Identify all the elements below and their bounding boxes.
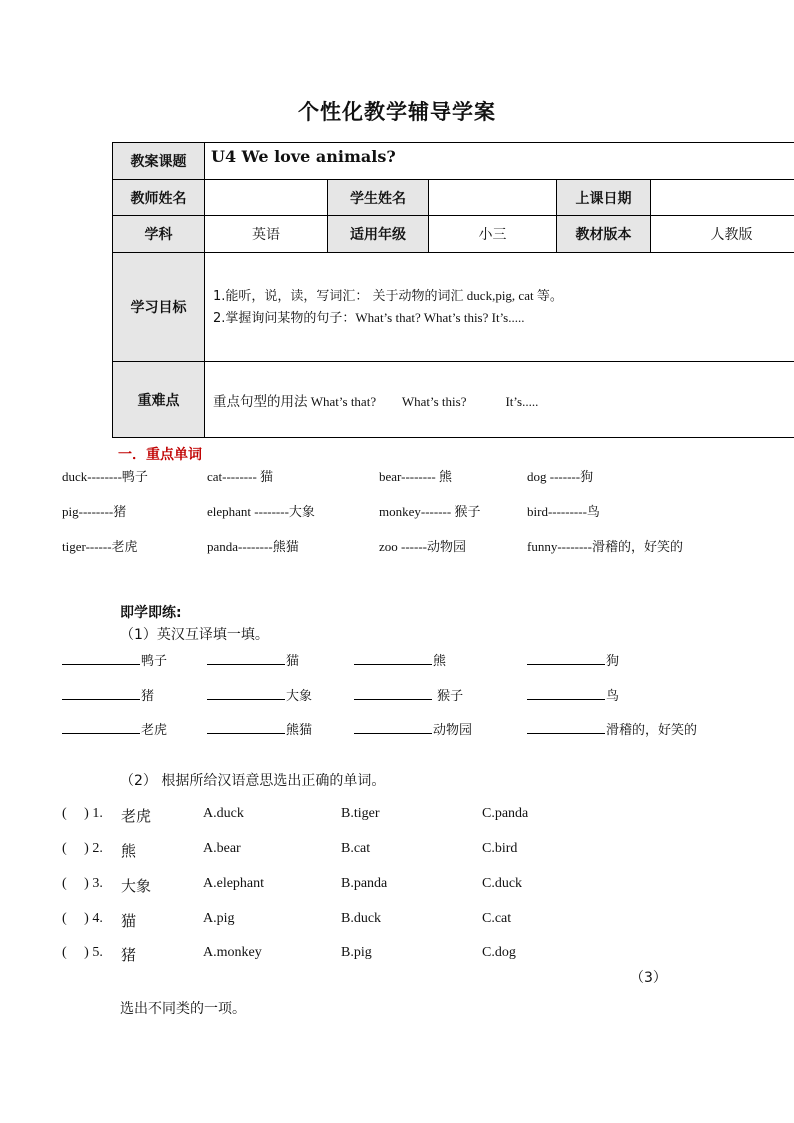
date-cell[interactable] bbox=[651, 180, 794, 216]
topic-label: 教案课题 bbox=[113, 143, 205, 180]
vocab-item bbox=[379, 466, 452, 485]
vocab-english: duck-------- bbox=[62, 469, 122, 484]
lesson-info-table bbox=[112, 142, 794, 438]
vocab-chinese: 鸟 bbox=[586, 505, 600, 520]
part3-number: （3） bbox=[630, 970, 667, 986]
blank-chinese-word: 猪 bbox=[141, 689, 155, 704]
section1-heading: 一．重点单词 bbox=[118, 447, 202, 463]
question-prompt: 猪 bbox=[121, 946, 137, 964]
question-number[interactable]: ( ) 3. bbox=[62, 876, 103, 891]
vocab-english: zoo ------ bbox=[379, 539, 427, 554]
translation-blank-item bbox=[207, 719, 312, 738]
translation-blank-item bbox=[354, 719, 472, 738]
answer-option[interactable]: A.monkey bbox=[203, 945, 262, 960]
student-label: 学生姓名 bbox=[328, 180, 429, 216]
blank-chinese-word: 大象 bbox=[286, 689, 313, 704]
vocab-item bbox=[379, 501, 480, 520]
vocab-english: bear-------- bbox=[379, 469, 439, 484]
vocab-chinese: 大象 bbox=[288, 505, 315, 520]
translation-blank-item bbox=[527, 719, 697, 738]
vocab-item bbox=[62, 466, 148, 485]
teacher-name-cell[interactable] bbox=[205, 180, 328, 216]
answer-blank[interactable] bbox=[527, 685, 605, 700]
answer-blank[interactable] bbox=[354, 719, 432, 734]
blank-chinese-word: 老虎 bbox=[141, 723, 168, 738]
vocab-english: cat-------- bbox=[207, 469, 261, 484]
goal-line2-zh: 2.掌握询问某物的句子： bbox=[213, 311, 356, 326]
translation-blank-item bbox=[354, 685, 463, 704]
answer-blank[interactable] bbox=[62, 719, 140, 734]
answer-option[interactable]: B.duck bbox=[341, 911, 382, 926]
question-prompt: 大象 bbox=[121, 877, 152, 895]
edition-label: 教材版本 bbox=[557, 216, 651, 253]
answer-blank[interactable] bbox=[207, 685, 285, 700]
vocab-chinese: 鸭子 bbox=[121, 470, 148, 485]
answer-blank[interactable] bbox=[527, 719, 605, 734]
vocab-item bbox=[62, 536, 138, 555]
blank-chinese-word: 滑稽的，好笑的 bbox=[606, 723, 698, 738]
goal-line2-en: What’s that? What’s this? It’s..... bbox=[355, 310, 525, 325]
answer-option[interactable]: C.duck bbox=[482, 876, 523, 891]
vocab-item bbox=[207, 536, 299, 555]
grade-label: 适用年级 bbox=[328, 216, 429, 253]
edition-value: 人教版 bbox=[651, 216, 794, 253]
vocab-item bbox=[62, 501, 126, 520]
vocab-item bbox=[207, 501, 315, 520]
key-label: 重难点 bbox=[113, 362, 205, 438]
translation-blank-item bbox=[62, 650, 167, 669]
vocab-item bbox=[207, 466, 273, 485]
goal-line1-end: 等。 bbox=[536, 289, 563, 304]
answer-blank[interactable] bbox=[207, 650, 285, 665]
topic-value: U4 We love animals? bbox=[205, 143, 794, 180]
vocab-english: pig-------- bbox=[62, 504, 114, 519]
goal-label: 学习目标 bbox=[113, 253, 205, 362]
question-prompt: 老虎 bbox=[121, 807, 152, 825]
question-number[interactable]: ( ) 1. bbox=[62, 806, 103, 821]
question-number[interactable]: ( ) 4. bbox=[62, 911, 103, 926]
answer-option[interactable]: A.elephant bbox=[203, 876, 265, 891]
part3-title: 选出不同类的一项。 bbox=[120, 1001, 246, 1017]
vocab-chinese: 猴子 bbox=[454, 505, 481, 520]
part2-title: （2） 根据所给汉语意思选出正确的单词。 bbox=[120, 773, 386, 789]
question-number[interactable]: ( ) 5. bbox=[62, 945, 103, 960]
subject-value: 英语 bbox=[205, 216, 328, 253]
vocab-english: dog ------- bbox=[527, 469, 581, 484]
vocab-item bbox=[527, 466, 593, 485]
question-number[interactable]: ( ) 2. bbox=[62, 841, 103, 856]
answer-option[interactable]: C.bird bbox=[482, 841, 518, 856]
answer-blank[interactable] bbox=[62, 650, 140, 665]
question-prompt: 猫 bbox=[121, 912, 137, 930]
vocab-english: tiger------ bbox=[62, 539, 112, 554]
answer-blank[interactable] bbox=[62, 685, 140, 700]
vocab-chinese: 熊猫 bbox=[272, 540, 299, 555]
goal-text bbox=[205, 253, 794, 362]
date-label: 上课日期 bbox=[557, 180, 651, 216]
answer-blank[interactable] bbox=[354, 685, 432, 700]
key-text bbox=[205, 362, 794, 438]
key-zh: 重点句型的用法 bbox=[213, 393, 308, 410]
vocab-chinese: 动物园 bbox=[427, 540, 467, 555]
question-prompt: 熊 bbox=[121, 842, 137, 860]
page-title: 个性化教学辅导学案 bbox=[298, 100, 496, 124]
blank-chinese-word: 狗 bbox=[606, 654, 620, 669]
vocab-item bbox=[527, 501, 600, 520]
subject-label: 学科 bbox=[113, 216, 205, 253]
answer-blank[interactable] bbox=[527, 650, 605, 665]
vocab-chinese: 狗 bbox=[580, 470, 594, 485]
translation-blank-item bbox=[62, 685, 154, 704]
blank-chinese-word: 猴子 bbox=[433, 689, 464, 704]
translation-blank-item bbox=[527, 685, 619, 704]
answer-option[interactable]: B.tiger bbox=[341, 806, 380, 821]
answer-blank[interactable] bbox=[207, 719, 285, 734]
answer-option[interactable]: C.dog bbox=[482, 945, 516, 960]
vocab-english: elephant -------- bbox=[207, 504, 289, 519]
translation-blank-item bbox=[354, 650, 446, 669]
answer-option[interactable]: A.bear bbox=[203, 841, 241, 856]
blank-chinese-word: 鸭子 bbox=[141, 654, 168, 669]
vocab-chinese: 滑稽的，好笑的 bbox=[591, 540, 683, 555]
teacher-label: 教师姓名 bbox=[113, 180, 205, 216]
vocab-english: panda-------- bbox=[207, 539, 273, 554]
blank-chinese-word: 熊猫 bbox=[286, 723, 313, 738]
answer-option[interactable]: B.pig bbox=[341, 945, 372, 960]
vocab-english: monkey------- bbox=[379, 504, 455, 519]
blank-chinese-word: 鸟 bbox=[606, 689, 620, 704]
translation-blank-item bbox=[207, 685, 312, 704]
goal-line1-en: duck,pig, cat bbox=[463, 288, 537, 303]
vocab-chinese: 老虎 bbox=[111, 540, 138, 555]
vocab-chinese: 猫 bbox=[260, 470, 274, 485]
goal-line1-zh: 1.能听，说，读，写词汇： 关于动物的词汇 bbox=[213, 289, 464, 304]
grade-value: 小三 bbox=[429, 216, 557, 253]
vocab-item bbox=[527, 536, 683, 555]
vocab-english: bird--------- bbox=[527, 504, 587, 519]
vocab-chinese: 熊 bbox=[439, 470, 453, 485]
answer-blank[interactable] bbox=[354, 650, 432, 665]
practice-heading: 即学即练: bbox=[120, 605, 182, 621]
answer-option[interactable]: A.duck bbox=[203, 806, 244, 821]
vocab-chinese: 猪 bbox=[113, 505, 127, 520]
answer-option[interactable]: C.cat bbox=[482, 911, 512, 926]
blank-chinese-word: 熊 bbox=[433, 654, 447, 669]
part1-title: （1）英汉互译填一填。 bbox=[120, 627, 269, 643]
blank-chinese-word: 动物园 bbox=[433, 723, 473, 738]
blank-chinese-word: 猫 bbox=[286, 654, 300, 669]
translation-blank-item bbox=[207, 650, 299, 669]
vocab-item bbox=[379, 536, 466, 555]
answer-option[interactable]: C.panda bbox=[482, 806, 529, 821]
answer-option[interactable]: A.pig bbox=[203, 911, 235, 926]
answer-option[interactable]: B.cat bbox=[341, 841, 371, 856]
translation-blank-item bbox=[527, 650, 619, 669]
translation-blank-item bbox=[62, 719, 167, 738]
vocab-english: funny-------- bbox=[527, 539, 592, 554]
answer-option[interactable]: B.panda bbox=[341, 876, 388, 891]
student-name-cell[interactable] bbox=[429, 180, 557, 216]
key-en: What’s that? What’s this? It’s..... bbox=[307, 393, 539, 409]
